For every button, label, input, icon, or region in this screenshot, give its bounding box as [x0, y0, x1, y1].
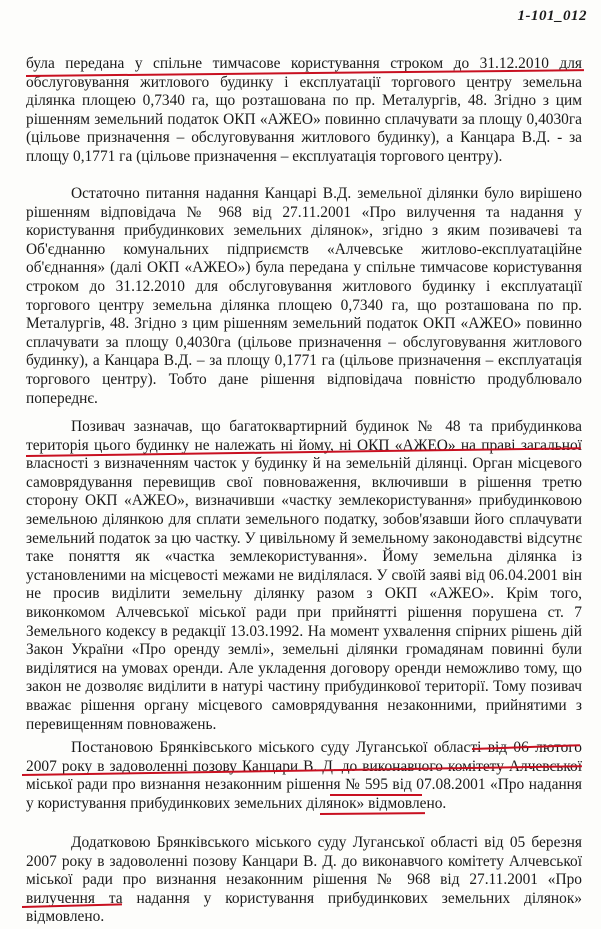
- document-reference: 1-101_012: [517, 8, 587, 24]
- paragraph-2: Остаточно питання надання Канцарі В.Д. земельної ділянки було вирішено рішенням відповідача № 968 від 27.11.2001 «Про вилучення та надання у користування прибудинкових земельних ділянок», згідно з яким позивачеві та Об'єднанню комунальних підприємств «Алчевське житлово-експлуатаційне об'єднання» (далі ОКП «АЖЕО») була передана у спільне тимчасове користування строком до 31.12.2010 для обслуговування житлового будинку і експлуатації торгового центру земельна ділянка площею 0,7340 га, що розташована по пр. Металургів, 48. Згідно з цим рішенням земельний податок ОКП «АЖЕО» повинно сплачувати за площу 0,4030га (цільове призначення – обслуговування житлового будинку), а Канцара В.Д. – за площу 0,1771 га (цільове призначення – експлуатація торгового центру). Тобто дане рішення відповідача повністю продублювало попереднє.: [26, 185, 582, 407]
- paragraph-1: була передана у спільне тимчасове користування строком до 31.12.2010 для обслуговування житлового будинку і експлуатації торгового центру земельна ділянка площею 0,7340 га, що розташована по пр. Металургів, 48. Згідно з цим рішенням земельний податок ОКП «АЖЕО» повинно сплачувати за площу 0,4030га (цільове призначення – обслуговування житлового будинку), а Канцара В.Д. - за площу 0,1771 га (цільове призначення – експлуатація торгового центру).: [26, 55, 582, 165]
- paragraph-4: Постановою Брянківського міського суду Луганської області від 06 лютого 2007 року в задоволенні позову Канцари В. Д. до виконавчого комітету Алчевської міської ради про визнання незаконним рішення № 595 від 07.08.2001 «Про надання у користування прибудинкових земельних ділянок» відмовлено.: [26, 739, 582, 812]
- paragraph-3: Позивач зазначав, що багатоквартирний будинок № 48 та прибудинкова територія цього будинку не належать ні йому, ні ОКП «АЖЕО» на праві загальної власності з визначенням часток у будинку й на земельній ділянці. Орган місцевого самоврядування перевищив свої повноваження, включивши в рішення третю сторону ОКП «АЖЕО», визначивши «частку землекористування» прибудинковою земельною ділянкою для сплати земельного податку, зобов'язавши його сплачувати земельний податок за цю частку. У цивільному й земельному законодавстві відсутнє таке поняття як «частка землекористування». Йому земельна ділянка із установленими на місцевості межами не виділялася. У своїй заяві від 06.04.2001 він не просив виділити земельну ділянку разом з ОКП «АЖЕО». Крім того, виконкомом Алчевської міської ради при прийнятті рішення порушена ст. 7 Земельного кодексу в редакції 13.03.1992. На момент ухвалення спірних рішень дій Закон України «Про оренду землі», земельні ділянки громадянам повинні були виділятися на умовах оренди. Але укладення договору оренди неможливо тому, що закон не дозволяє виділити в натурі частину прибудинкової території. Тому позивач вважає рішення органу місцевого самоврядування незаконними, прийнятими з перевищенням повноважень.: [26, 418, 582, 733]
- red-underline-mark: [320, 812, 425, 815]
- red-underline-mark: [330, 794, 422, 796]
- paragraph-5: Додатковою Брянківського міського суду Луганської області від 05 березня 2007 року в задоволенні позову Канцари В. Д. до виконавчого комітету Алчевської міської ради про визнання незаконним рішення № 968 від 27.11.2001 «Про вилучення та надання у користування прибудинкових земельних ділянок» відмовлено.: [26, 834, 582, 926]
